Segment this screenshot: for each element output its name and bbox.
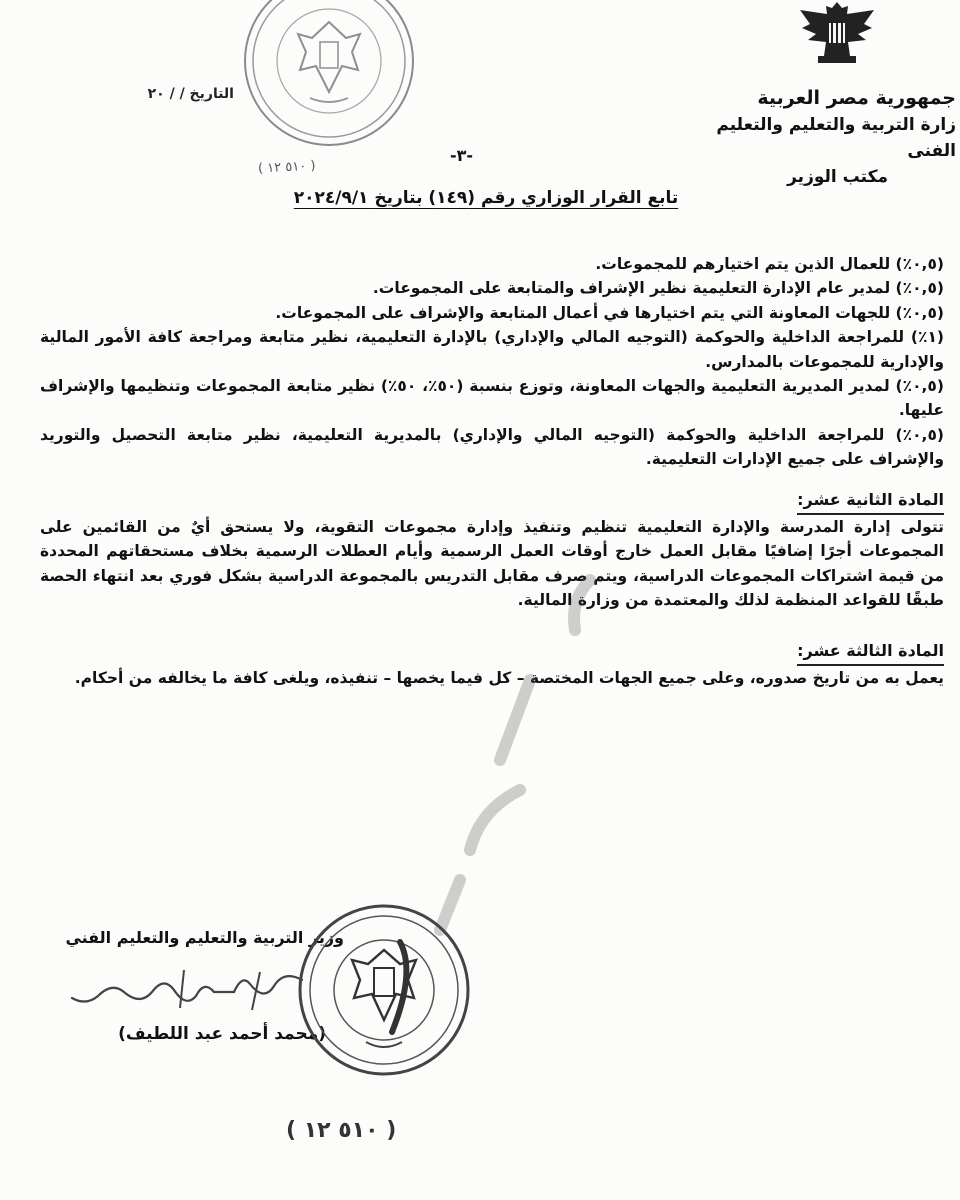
list-item: (١٪) للمراجعة الداخلية والحوكمة (التوجيه المالي والإداري) بالإدارة التعليمية، نظير متابعة ومراجعة كافة الأمور المالية والإدارية للمجموعات بالمدارس.	[40, 328, 944, 371]
date-field: التاريخ / / ٢٠	[147, 86, 234, 102]
ministry-seal-top	[240, 0, 418, 150]
article-12-heading: المادة الثانية عشر:	[797, 488, 944, 515]
list-item: (٠,٥٪) لمدير المديرية التعليمية والجهات المعاونة، وتوزع بنسبة (٥٠٪، ٥٠٪) نظير متابعة المجموعات وتنظيمها والإشراف عليها.	[40, 377, 944, 420]
document-body	[40, 252, 944, 691]
signatory-name: (محمد أحمد عبد اللطيف)	[118, 1024, 326, 1044]
office-name: مكتب الوزير	[787, 167, 888, 187]
eagle-emblem-icon	[796, 0, 878, 64]
signatory-title: وزير التربية والتعليم والتعليم الفني	[65, 928, 344, 947]
list-item: (٠,٥٪) للمراجعة الداخلية والحوكمة (التوجيه المالي والإداري) بالمديرية التعليمية، نظير متابعة التحصيل والتوريد والإشراف على جميع الإدارات التعليمية.	[40, 425, 944, 469]
page-number: -٣-	[450, 146, 474, 165]
ministry-name: زارة التربية والتعليم والتعليم الفنى	[716, 115, 956, 161]
ministry-seal-bottom	[296, 902, 472, 1078]
decree-title: تابع القرار الوزاري رقم (١٤٩) بتاريخ ٢٠٢٤/٩/١	[293, 188, 679, 208]
article-13-text: يعمل به من تاريخ صدوره، وعلى جميع الجهات المختصة – كل فيما يخصها – تنفيذه، ويلغى كافة ما يخالفه من أحكام.	[74, 669, 944, 688]
letterhead	[696, 84, 956, 190]
list-item: (٠,٥٪) للجهات المعاونة التي يتم اختيارها في أعمال المتابعة والإشراف على المجموعات.	[275, 303, 944, 322]
list-item: (٠,٥٪) للعمال الذين يتم اختيارهم للمجموعات.	[595, 255, 944, 273]
handwritten-signature	[64, 962, 314, 1022]
seal-reference-number: ( ٥١٠ ١٢ )	[257, 158, 316, 177]
article-13-heading: المادة الثالثة عشر:	[797, 639, 944, 666]
country-name: جمهورية مصر العربية	[757, 87, 956, 109]
list-item: (٠,٥٪) لمدير عام الإدارة التعليمية نظير الإشراف والمتابعة على المجموعات.	[372, 279, 944, 298]
outgoing-reference-number: ( ٥١٠ ١٢ )	[286, 1118, 397, 1143]
article-12-text: تتولى إدارة المدرسة والإدارة التعليمية تنظيم وتنفيذ وإدارة مجموعات التقوية، ولا يستحق أيٌ من القائمين على المجموعات أجرًا إضافيًا مقابل العمل خارج أوقات العمل الرسمية وأيام العطلات الرسمية بخلاف مستحقاتهم المحددة من قيمة اشتراكات المجموعات الدراسية، ويتم صرف مقابل التدريس بالمجموعة الدراسية بشكل فوري بعد انتهاء الحصة طبقًا للقواعد المنظمة لذلك والمعتمدة من وزارة المالية.	[40, 518, 944, 610]
